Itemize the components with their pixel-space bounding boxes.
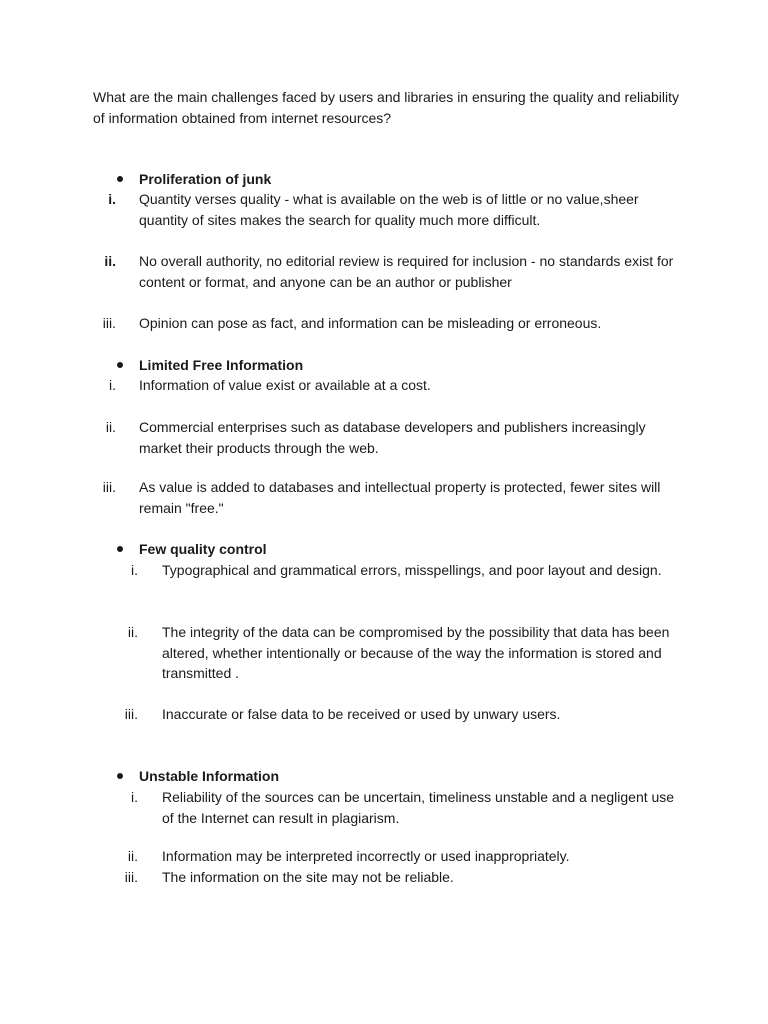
item-number: iii. xyxy=(124,706,138,722)
bullet-icon xyxy=(117,773,123,779)
section-heading: Limited Free Information xyxy=(139,357,304,373)
item-text: The information on the site may not be reliable. xyxy=(162,869,454,885)
item-number: iii. xyxy=(124,869,138,885)
item-number: i. xyxy=(131,562,138,578)
item-number: i. xyxy=(109,377,116,393)
section-heading: Unstable Information xyxy=(139,768,280,784)
item-text: No overall authority, no editorial review is required for inclusion - no standards exist for content or format, and anyone can be an author or publisher xyxy=(139,253,674,290)
item-text: Information of value exist or available at a cost. xyxy=(139,377,431,393)
item-text: As value is added to databases and intellectual property is protected, fewer sites will remain "free." xyxy=(139,479,661,516)
item-number: iii. xyxy=(102,315,116,331)
item-number: ii. xyxy=(105,419,116,435)
item-number: i. xyxy=(131,789,138,805)
item-text: Commercial enterprises such as database developers and publishers increasingly market their products through the web. xyxy=(139,419,646,456)
item-text: The integrity of the data can be compromised by the possibility that data has been altered, whether intentionally or because of the way the information is stored and transmitted . xyxy=(162,624,670,681)
item-number: ii. xyxy=(127,848,138,864)
section-heading: Proliferation of junk xyxy=(139,171,272,187)
item-number: ii. xyxy=(127,624,138,640)
item-number: i. xyxy=(108,191,116,207)
bullet-icon xyxy=(117,546,123,552)
item-text: Quantity verses quality - what is available on the web is of little or no value,sheer quantity of sites makes the search for quality much more difficult. xyxy=(139,191,639,228)
item-text: Information may be interpreted incorrectly or used inappropriately. xyxy=(162,848,570,864)
bullet-icon xyxy=(117,362,123,368)
question-text: What are the main challenges faced by users and libraries in ensuring the quality and reliability of information obtained from internet resources? xyxy=(93,89,679,126)
item-text: Typographical and grammatical errors, misspellings, and poor layout and design. xyxy=(162,562,662,578)
item-text: Reliability of the sources can be uncertain, timeliness unstable and a negligent use of the Internet can result in plagiarism. xyxy=(162,789,675,826)
item-text: Opinion can pose as fact, and information can be misleading or erroneous. xyxy=(139,315,602,331)
item-number: iii. xyxy=(102,479,116,495)
item-text: Inaccurate or false data to be received or used by unwary users. xyxy=(162,706,561,722)
item-number: ii. xyxy=(104,253,116,269)
section-heading: Few quality control xyxy=(139,541,267,557)
bullet-icon xyxy=(117,176,123,182)
